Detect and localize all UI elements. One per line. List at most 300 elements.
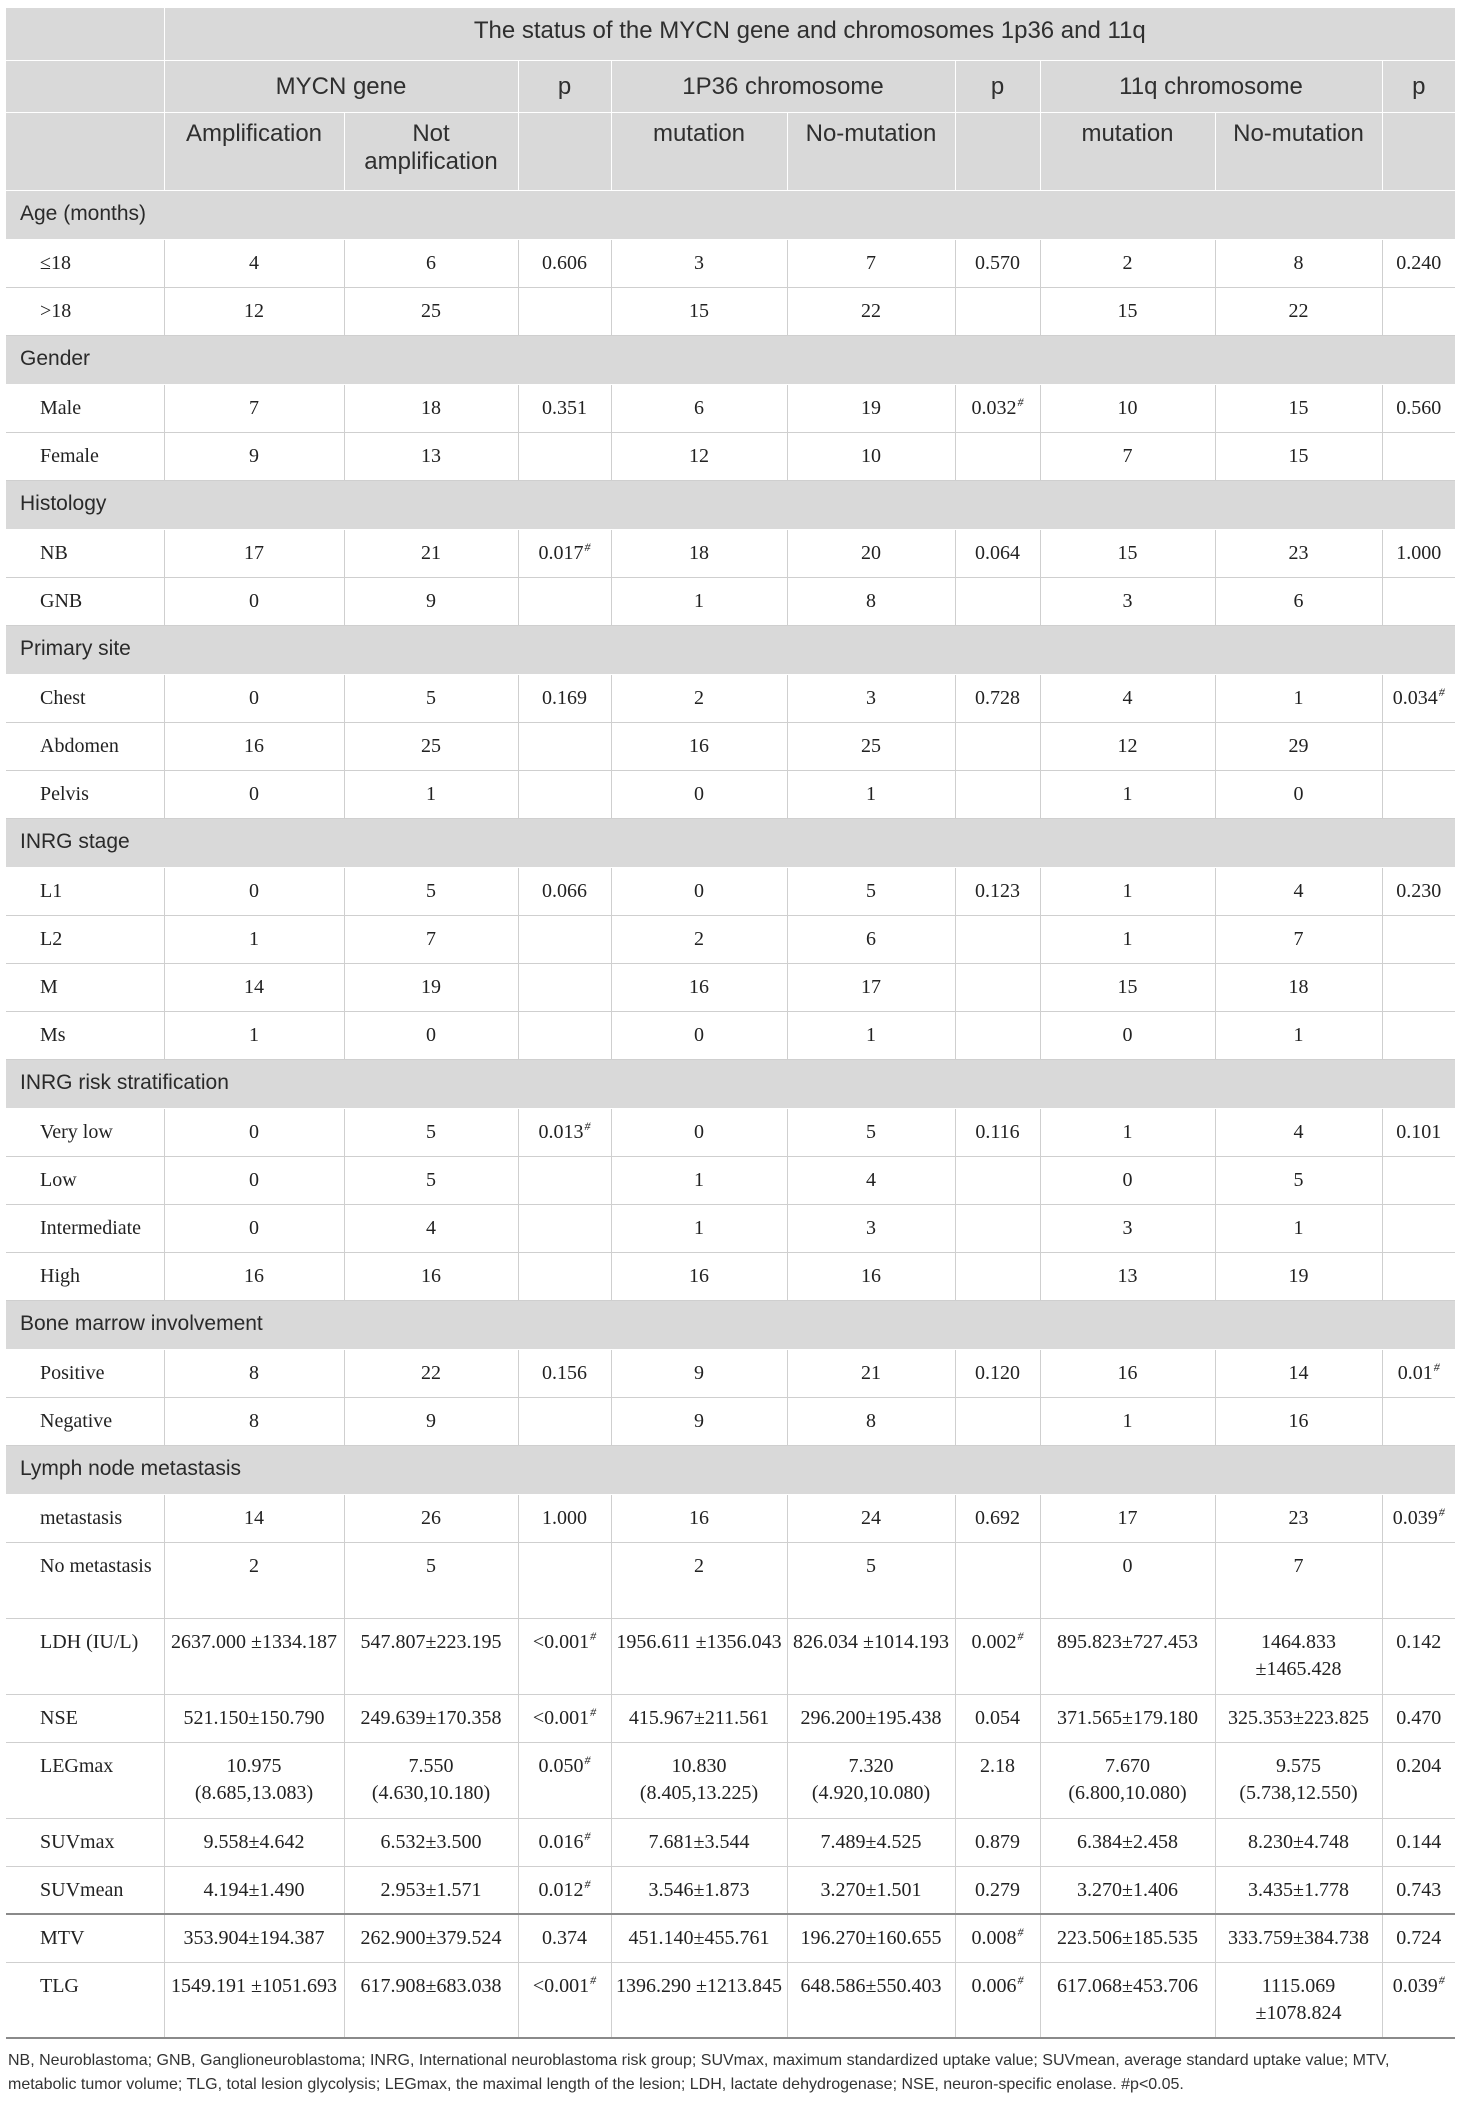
cell-text: 12 bbox=[244, 299, 264, 322]
value-cell bbox=[1215, 915, 1382, 963]
p-value-cell bbox=[1382, 239, 1455, 287]
value-cell bbox=[344, 1252, 518, 1300]
value-cell bbox=[1215, 1618, 1382, 1694]
cell-text: 0 bbox=[694, 782, 704, 805]
cell-text: 21 bbox=[421, 541, 441, 564]
cell-text: 3.270±1.501 bbox=[820, 1878, 922, 1901]
value-cell bbox=[611, 1962, 787, 2038]
value-cell bbox=[344, 239, 518, 287]
cell-text: 7 bbox=[1122, 444, 1133, 467]
p-value-cell bbox=[518, 287, 611, 335]
p-value-cell bbox=[518, 1914, 611, 1962]
cell-text: 7 bbox=[426, 927, 436, 950]
p-value-cell bbox=[518, 239, 611, 287]
p-value-cell bbox=[1382, 577, 1455, 625]
cell-text: 0.204 bbox=[1396, 1754, 1442, 1777]
cell-text: 9 bbox=[694, 1361, 704, 1384]
value-cell bbox=[1040, 867, 1215, 915]
cell-text: 371.565±179.180 bbox=[1057, 1706, 1198, 1729]
cell-text: 2 bbox=[249, 1554, 259, 1577]
value-cell bbox=[344, 1011, 518, 1059]
cell-text: 5 bbox=[426, 1168, 436, 1191]
cell-text: 4 bbox=[866, 1168, 876, 1191]
p-value-cell bbox=[955, 770, 1040, 818]
cell-text: 9.558±4.642 bbox=[203, 1830, 305, 1853]
group-header-11q: 11q chromosome bbox=[1040, 60, 1382, 112]
table-row bbox=[6, 1397, 1455, 1445]
category-label: Bone marrow involvement bbox=[6, 1300, 1455, 1349]
cell-text: 0 bbox=[249, 589, 259, 612]
value-cell bbox=[787, 1618, 955, 1694]
cell-text: 16 bbox=[244, 1264, 264, 1287]
cell-text: 0.054 bbox=[975, 1706, 1020, 1729]
value-cell bbox=[1040, 529, 1215, 577]
category-label: Lymph node metastasis bbox=[6, 1445, 1455, 1494]
p-value-cell bbox=[518, 577, 611, 625]
cell-text: 4 bbox=[1293, 1120, 1304, 1143]
cell-text: 22 bbox=[1288, 299, 1309, 322]
cell-text: 0.230 bbox=[1396, 879, 1442, 902]
cell-text: 21 bbox=[861, 1361, 881, 1384]
row-label: ≤18 bbox=[6, 239, 164, 287]
value-cell bbox=[611, 1542, 787, 1618]
value-cell bbox=[611, 1694, 787, 1742]
cell-text: 23 bbox=[1288, 1506, 1309, 1529]
table-row bbox=[6, 1252, 1455, 1300]
cell-text: 7.489±4.525 bbox=[820, 1830, 922, 1853]
p-value-cell bbox=[955, 287, 1040, 335]
cell-text: 16 bbox=[861, 1264, 881, 1287]
table-row bbox=[6, 1962, 1455, 2038]
cell-text: 18 bbox=[1288, 975, 1309, 998]
value-cell bbox=[1215, 867, 1382, 915]
p-value-cell bbox=[955, 432, 1040, 480]
value-cell bbox=[787, 287, 955, 335]
p-value-cell bbox=[1382, 867, 1455, 915]
cell-text: 0 bbox=[1122, 1554, 1133, 1577]
value-cell bbox=[787, 432, 955, 480]
category-row bbox=[6, 818, 1455, 867]
corner-cell bbox=[6, 112, 164, 190]
cell-text: 7.681±3.544 bbox=[648, 1830, 750, 1853]
row-label: MTV bbox=[6, 1914, 164, 1962]
value-cell bbox=[164, 1542, 344, 1618]
cell-text: 0 bbox=[249, 782, 259, 805]
cell-text: 648.586±550.403 bbox=[800, 1974, 942, 1997]
p-value-cell bbox=[955, 963, 1040, 1011]
table-row bbox=[6, 915, 1455, 963]
value-cell bbox=[344, 1742, 518, 1818]
cell-text: 1 bbox=[1293, 1216, 1304, 1239]
cell-text: 2637.000 ±1334.187 bbox=[171, 1630, 337, 1653]
value-cell bbox=[1215, 770, 1382, 818]
significance-mark: # bbox=[1017, 1628, 1024, 1643]
value-cell bbox=[1040, 1818, 1215, 1866]
value-cell bbox=[1215, 1742, 1382, 1818]
value-cell bbox=[164, 674, 344, 722]
cell-text: 2.953±1.571 bbox=[380, 1878, 482, 1901]
p-value-cell bbox=[1382, 1618, 1455, 1694]
table-row bbox=[6, 1542, 1455, 1618]
value-cell bbox=[1215, 577, 1382, 625]
cell-text: 2 bbox=[694, 1554, 704, 1577]
value-cell bbox=[787, 1962, 955, 2038]
row-label: >18 bbox=[6, 287, 164, 335]
value-cell bbox=[1215, 1542, 1382, 1618]
row-label: No metastasis bbox=[6, 1542, 164, 1618]
value-cell bbox=[787, 1156, 955, 1204]
p-value-cell bbox=[1382, 1204, 1455, 1252]
value-cell bbox=[164, 770, 344, 818]
cell-text: 14 bbox=[1288, 1361, 1309, 1384]
p-value-cell bbox=[955, 722, 1040, 770]
significance-mark: # bbox=[1017, 1972, 1024, 1987]
value-cell bbox=[611, 239, 787, 287]
p-value-cell bbox=[1382, 963, 1455, 1011]
p-value-cell bbox=[1382, 1962, 1455, 2038]
value-cell bbox=[1215, 1866, 1382, 1914]
cell-text: 14 bbox=[244, 1506, 264, 1529]
value-cell bbox=[1040, 1742, 1215, 1818]
row-label: SUVmean bbox=[6, 1866, 164, 1914]
value-cell bbox=[1215, 1914, 1382, 1962]
value-cell bbox=[1215, 1204, 1382, 1252]
cell-text: 23 bbox=[1288, 541, 1309, 564]
results-table bbox=[6, 8, 1455, 2039]
value-cell bbox=[344, 1866, 518, 1914]
cell-text: <0.001 bbox=[532, 1974, 590, 1997]
row-label: Female bbox=[6, 432, 164, 480]
category-row bbox=[6, 480, 1455, 529]
value-cell bbox=[787, 722, 955, 770]
cell-text: 13 bbox=[421, 444, 441, 467]
cell-text: 6 bbox=[694, 396, 704, 419]
cell-text: 0.017 bbox=[538, 541, 584, 564]
cell-text: 0.728 bbox=[975, 686, 1020, 709]
cell-text: 3.546±1.873 bbox=[648, 1878, 750, 1901]
significance-mark: # bbox=[1438, 684, 1445, 699]
cell-text: 1 bbox=[426, 782, 436, 805]
cell-text: 25 bbox=[421, 299, 441, 322]
value-cell bbox=[1215, 1494, 1382, 1542]
value-cell bbox=[1215, 384, 1382, 432]
value-cell bbox=[611, 1397, 787, 1445]
row-label: High bbox=[6, 1252, 164, 1300]
cell-text: 15 bbox=[1117, 975, 1138, 998]
p-value-cell bbox=[955, 674, 1040, 722]
cell-text: 0.008 bbox=[971, 1927, 1017, 1949]
p-value-cell bbox=[518, 770, 611, 818]
row-label: Pelvis bbox=[6, 770, 164, 818]
cell-text: 9 bbox=[249, 444, 259, 467]
value-cell bbox=[1040, 1108, 1215, 1156]
cell-text: 19 bbox=[1288, 1264, 1309, 1287]
cell-text: 8 bbox=[249, 1361, 259, 1384]
cell-text: 2.18 bbox=[980, 1754, 1015, 1777]
value-cell bbox=[344, 287, 518, 335]
category-row bbox=[6, 335, 1455, 384]
p-value-cell bbox=[955, 1011, 1040, 1059]
value-cell bbox=[1040, 770, 1215, 818]
cell-text: 0.743 bbox=[1396, 1878, 1442, 1901]
row-label: Chest bbox=[6, 674, 164, 722]
value-cell bbox=[164, 287, 344, 335]
value-cell bbox=[344, 1694, 518, 1742]
value-cell bbox=[164, 1397, 344, 1445]
category-label: Age (months) bbox=[6, 190, 1455, 239]
cell-text: 16 bbox=[421, 1264, 441, 1287]
value-cell bbox=[164, 384, 344, 432]
cell-text: 22 bbox=[861, 299, 881, 322]
cell-text: 1 bbox=[249, 1023, 259, 1046]
value-cell bbox=[1215, 239, 1382, 287]
p-value-cell bbox=[955, 1494, 1040, 1542]
value-cell bbox=[611, 432, 787, 480]
cell-text: 25 bbox=[861, 734, 881, 757]
cell-text: 12 bbox=[1117, 734, 1138, 757]
corner-cell bbox=[6, 8, 164, 60]
value-cell bbox=[611, 1204, 787, 1252]
category-label: INRG risk stratification bbox=[6, 1059, 1455, 1108]
value-cell bbox=[787, 1542, 955, 1618]
cell-text: 8 bbox=[1293, 251, 1304, 274]
row-label: GNB bbox=[6, 577, 164, 625]
cell-text: 7.550 (4.630,10.180) bbox=[371, 1754, 491, 1804]
value-cell bbox=[787, 770, 955, 818]
cell-text: 19 bbox=[861, 396, 881, 419]
cell-text: 3.435±1.778 bbox=[1248, 1878, 1349, 1901]
corner-cell bbox=[6, 60, 164, 112]
row-label: Positive bbox=[6, 1349, 164, 1397]
row-label: TLG bbox=[6, 1962, 164, 2038]
cell-text: 617.068±453.706 bbox=[1057, 1974, 1198, 1997]
cell-text: 1464.833 ±1465.428 bbox=[1255, 1630, 1342, 1680]
value-cell bbox=[344, 1542, 518, 1618]
value-cell bbox=[164, 577, 344, 625]
value-cell bbox=[164, 1818, 344, 1866]
value-cell bbox=[164, 1866, 344, 1914]
cell-text: 0.050 bbox=[538, 1754, 584, 1777]
value-cell bbox=[164, 1011, 344, 1059]
value-cell bbox=[611, 1914, 787, 1962]
p-header-1p36: p bbox=[955, 60, 1040, 112]
value-cell bbox=[787, 384, 955, 432]
cell-text: 16 bbox=[244, 734, 264, 757]
cell-text: 1956.611 ±1356.043 bbox=[616, 1630, 782, 1653]
p-value-cell bbox=[955, 1818, 1040, 1866]
value-cell bbox=[164, 1108, 344, 1156]
cell-text: 0 bbox=[426, 1023, 436, 1046]
value-cell bbox=[1040, 1542, 1215, 1618]
value-cell bbox=[344, 432, 518, 480]
cell-text: 0.064 bbox=[975, 541, 1020, 564]
p-value-cell bbox=[518, 1156, 611, 1204]
p-value-cell bbox=[518, 1204, 611, 1252]
value-cell bbox=[611, 577, 787, 625]
row-label: metastasis bbox=[6, 1494, 164, 1542]
p-value-cell bbox=[955, 1349, 1040, 1397]
cell-text: 9.575 (5.738,12.550) bbox=[1239, 1754, 1358, 1804]
row-label: Intermediate bbox=[6, 1204, 164, 1252]
cell-text: 16 bbox=[1288, 1409, 1309, 1432]
table-row bbox=[6, 1694, 1455, 1742]
cell-text: 0 bbox=[1122, 1168, 1133, 1191]
p-value-cell bbox=[518, 1618, 611, 1694]
cell-text: 0.470 bbox=[1396, 1706, 1442, 1729]
p-value-cell bbox=[955, 1108, 1040, 1156]
p-value-cell bbox=[1382, 1694, 1455, 1742]
table-row bbox=[6, 1866, 1455, 1914]
value-cell bbox=[787, 1866, 955, 1914]
value-cell bbox=[1215, 1349, 1382, 1397]
value-cell bbox=[787, 577, 955, 625]
p-value-cell bbox=[1382, 1156, 1455, 1204]
p-value-cell bbox=[1382, 384, 1455, 432]
cell-text: 521.150±150.790 bbox=[183, 1706, 325, 1729]
p-value-cell bbox=[518, 1818, 611, 1866]
category-label: INRG stage bbox=[6, 818, 1455, 867]
p-value-cell bbox=[955, 1156, 1040, 1204]
cell-text: 1 bbox=[694, 1216, 704, 1239]
p-value-cell bbox=[955, 529, 1040, 577]
significance-mark: # bbox=[1017, 1925, 1024, 1939]
row-label: Low bbox=[6, 1156, 164, 1204]
p-value-cell bbox=[518, 432, 611, 480]
cell-text: 4 bbox=[426, 1216, 436, 1239]
cell-text: 17 bbox=[244, 541, 264, 564]
value-cell bbox=[164, 1156, 344, 1204]
p-value-cell bbox=[518, 529, 611, 577]
cell-text: 0.169 bbox=[542, 686, 587, 709]
cell-text: 0.016 bbox=[538, 1830, 584, 1853]
value-cell bbox=[1040, 1252, 1215, 1300]
value-cell bbox=[164, 1252, 344, 1300]
cell-text: 0.039 bbox=[1392, 1506, 1438, 1529]
value-cell bbox=[1215, 1962, 1382, 2038]
value-cell bbox=[787, 1108, 955, 1156]
value-cell bbox=[1040, 1494, 1215, 1542]
value-cell bbox=[611, 529, 787, 577]
cell-text: <0.001 bbox=[532, 1630, 590, 1653]
value-cell bbox=[344, 963, 518, 1011]
p-value-cell bbox=[518, 1742, 611, 1818]
value-cell bbox=[164, 1349, 344, 1397]
cell-text: 0.123 bbox=[975, 879, 1020, 902]
value-cell bbox=[787, 529, 955, 577]
cell-text: 5 bbox=[866, 879, 876, 902]
cell-text: 6.532±3.500 bbox=[380, 1830, 482, 1853]
p-value-cell bbox=[518, 722, 611, 770]
cell-text: 2 bbox=[694, 927, 704, 950]
value-cell bbox=[611, 1108, 787, 1156]
cell-text: 7.670 (6.800,10.080) bbox=[1068, 1754, 1187, 1804]
value-cell bbox=[344, 1618, 518, 1694]
cell-text: 0.570 bbox=[975, 251, 1020, 274]
cell-text: 9 bbox=[426, 1409, 436, 1432]
value-cell bbox=[164, 1204, 344, 1252]
table-row bbox=[6, 1108, 1455, 1156]
cell-text: 1549.191 ±1051.693 bbox=[171, 1974, 337, 1997]
value-cell bbox=[611, 1618, 787, 1694]
table-title: The status of the MYCN gene and chromosomes 1p36 and 11q bbox=[164, 8, 1455, 60]
cell-text: 0.144 bbox=[1396, 1830, 1442, 1853]
value-cell bbox=[1215, 529, 1382, 577]
value-cell bbox=[1040, 1349, 1215, 1397]
cell-text: 15 bbox=[689, 299, 709, 322]
cell-text: 6 bbox=[426, 251, 436, 274]
cell-text: 0.034 bbox=[1392, 686, 1438, 709]
value-cell bbox=[787, 1694, 955, 1742]
value-cell bbox=[787, 1397, 955, 1445]
p-value-cell bbox=[955, 1618, 1040, 1694]
value-cell bbox=[1215, 722, 1382, 770]
value-cell bbox=[611, 384, 787, 432]
p-value-cell bbox=[518, 1962, 611, 2038]
p-value-cell bbox=[518, 1397, 611, 1445]
cell-text: 13 bbox=[1117, 1264, 1138, 1287]
cell-text: 0.032 bbox=[971, 396, 1017, 419]
row-label: L1 bbox=[6, 867, 164, 915]
table-row bbox=[6, 1011, 1455, 1059]
p-value-cell bbox=[1382, 1542, 1455, 1618]
cell-text: 7 bbox=[1293, 1554, 1304, 1577]
table-row bbox=[6, 1494, 1455, 1542]
value-cell bbox=[344, 1397, 518, 1445]
cell-text: 5 bbox=[426, 879, 436, 902]
cell-text: 16 bbox=[689, 975, 709, 998]
table-row bbox=[6, 384, 1455, 432]
row-label: LEGmax bbox=[6, 1742, 164, 1818]
value-cell bbox=[787, 915, 955, 963]
cell-text: 353.904±194.387 bbox=[183, 1927, 325, 1949]
p-value-cell bbox=[955, 577, 1040, 625]
value-cell bbox=[1215, 1252, 1382, 1300]
value-cell bbox=[1215, 287, 1382, 335]
cell-text: 4 bbox=[249, 251, 259, 274]
cell-text: 547.807±223.195 bbox=[360, 1630, 502, 1653]
value-cell bbox=[787, 1494, 955, 1542]
cell-text: 16 bbox=[689, 1264, 709, 1287]
cell-text: 5 bbox=[426, 686, 436, 709]
value-cell bbox=[611, 1866, 787, 1914]
p-value-cell bbox=[1382, 915, 1455, 963]
cell-text: 29 bbox=[1288, 734, 1309, 757]
value-cell bbox=[164, 1742, 344, 1818]
cell-text: 262.900±379.524 bbox=[360, 1927, 502, 1949]
cell-text: 26 bbox=[421, 1506, 441, 1529]
cell-text: 10.830 (8.405,13.225) bbox=[639, 1754, 759, 1804]
cell-text: 0.560 bbox=[1396, 396, 1442, 419]
cell-text: 0.156 bbox=[542, 1361, 587, 1384]
value-cell bbox=[1215, 432, 1382, 480]
value-cell bbox=[611, 1011, 787, 1059]
group-header-mycn: MYCN gene bbox=[164, 60, 518, 112]
table-row bbox=[6, 432, 1455, 480]
value-cell bbox=[611, 770, 787, 818]
cell-text: 0.351 bbox=[542, 396, 587, 419]
table-row bbox=[6, 239, 1455, 287]
value-cell bbox=[344, 384, 518, 432]
cell-text: 5 bbox=[426, 1554, 436, 1577]
p-value-cell bbox=[518, 384, 611, 432]
p-subheader bbox=[955, 112, 1040, 190]
cell-text: 1 bbox=[1293, 1023, 1304, 1046]
value-cell bbox=[344, 674, 518, 722]
row-label: SUVmax bbox=[6, 1818, 164, 1866]
value-cell bbox=[344, 1494, 518, 1542]
p-value-cell bbox=[518, 674, 611, 722]
cell-text: 1 bbox=[694, 589, 704, 612]
